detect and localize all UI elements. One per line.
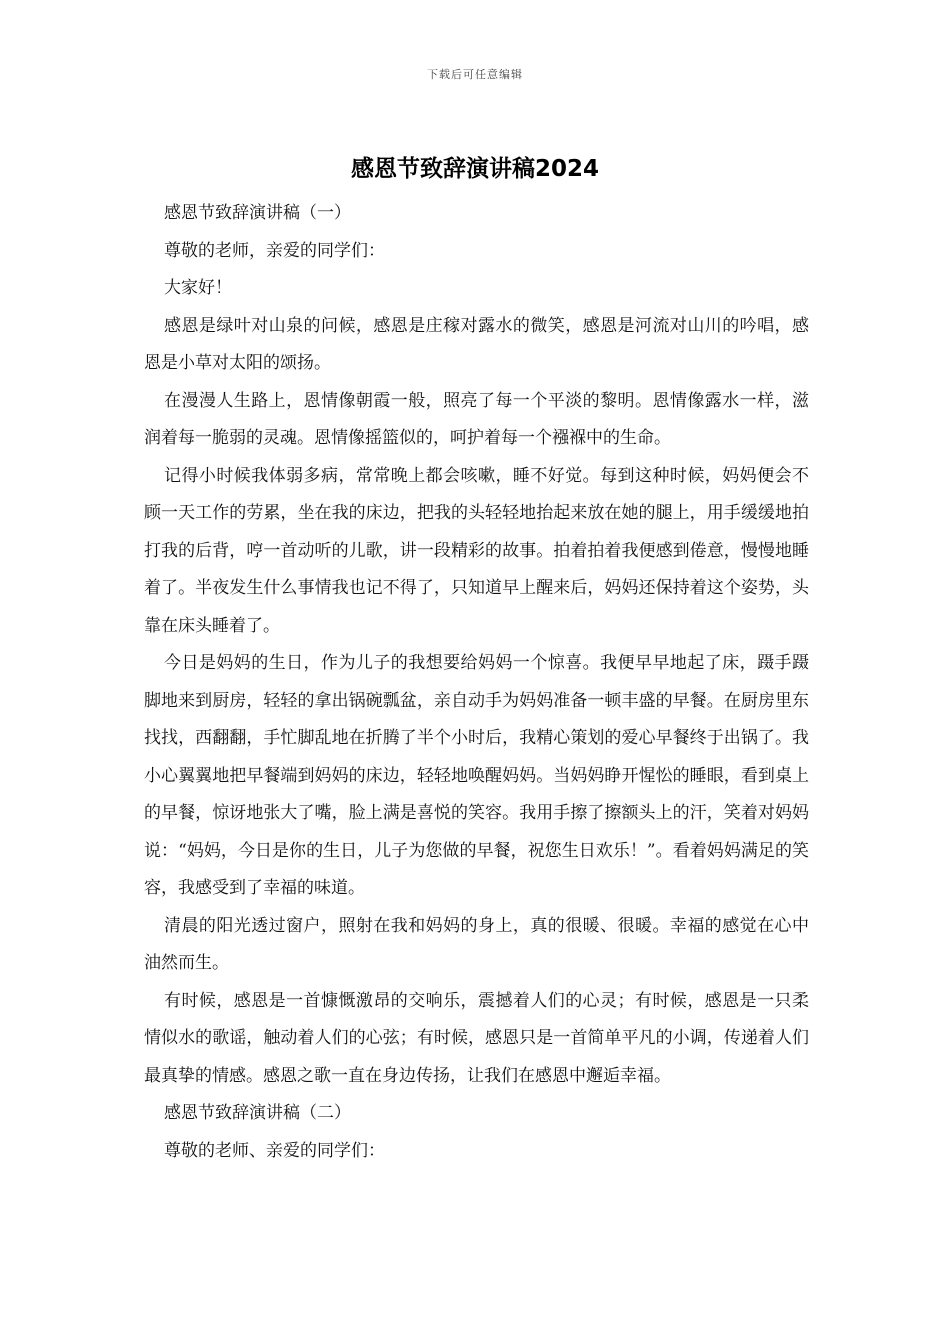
paragraph: 清晨的阳光透过窗户，照射在我和妈妈的身上，真的很暖、很暖。幸福的感觉在心中油然而生。 — [144, 915, 809, 973]
section-heading-2: 感恩节致辞演讲稿（二） — [164, 1103, 351, 1123]
document-title: 感恩节致辞演讲稿2024 — [350, 156, 599, 182]
document-body — [144, 195, 809, 1170]
salutation: 尊敬的老师、亲爱的同学们： — [164, 1140, 385, 1161]
section-heading-1: 感恩节致辞演讲稿（一） — [164, 203, 351, 223]
paragraph: 记得小时候我体弱多病，常常晚上都会咳嗽，睡不好觉。每到这种时候，妈妈便会不顾一天工作的劳累，坐在我的床边，把我的头轻轻地抬起来放在她的腿上，用手缓缓地拍打我的后背，哼一首动听的儿歌，讲一段精彩的故事。拍着拍着我便感到倦意，慢慢地睡着了。半夜发生什么事情我也记不得了，只知道早上醒来后，妈妈还保持着这个姿势，头靠在床头睡着了。 — [144, 465, 809, 636]
paragraph: 今日是妈妈的生日，作为儿子的我想要给妈妈一个惊喜。我便早早地起了床，蹑手蹑脚地来到厨房，轻轻的拿出锅碗瓢盆，亲自动手为妈妈准备一顿丰盛的早餐。在厨房里东找找，西翻翻，手忙脚乱地在折腾了半个小时后，我精心策划的爱心早餐终于出锅了。我小心翼翼地把早餐端到妈妈的床边，轻轻地唤醒妈妈。当妈妈睁开惺忪的睡眼，看到桌上的早餐，惊讶地张大了嘴，脸上满是喜悦的笑容。我用手擦了擦额头上的汗，笑着对妈妈说：“妈妈，今日是你的生日，儿子为您做的早餐，祝您生日欢乐！”。看着妈妈满足的笑容，我感受到了幸福的味道。 — [144, 653, 809, 898]
salutation: 尊敬的老师，亲爱的同学们： — [164, 240, 385, 261]
paragraph: 感恩是绿叶对山泉的问候，感恩是庄稼对露水的微笑，感恩是河流对山川的吟唱，感恩是小草对太阳的颂扬。 — [144, 315, 809, 373]
header-note: 下载后可任意编辑 — [427, 68, 523, 81]
greeting: 大家好！ — [164, 278, 232, 298]
paragraph: 在漫漫人生路上，恩情像朝霞一般，照亮了每一个平淡的黎明。恩情像露水一样，滋润着每一脆弱的灵魂。恩情像摇篮似的，呵护着每一个襁褓中的生命。 — [144, 390, 809, 448]
paragraph: 有时候，感恩是一首慷慨激昂的交响乐，震撼着人们的心灵；有时候，感恩是一只柔情似水的歌谣，触动着人们的心弦；有时候，感恩只是一首简单平凡的小调，传递着人们最真挚的情感。感恩之歌一直在身边传扬，让我们在感恩中邂逅幸福。 — [144, 990, 809, 1086]
